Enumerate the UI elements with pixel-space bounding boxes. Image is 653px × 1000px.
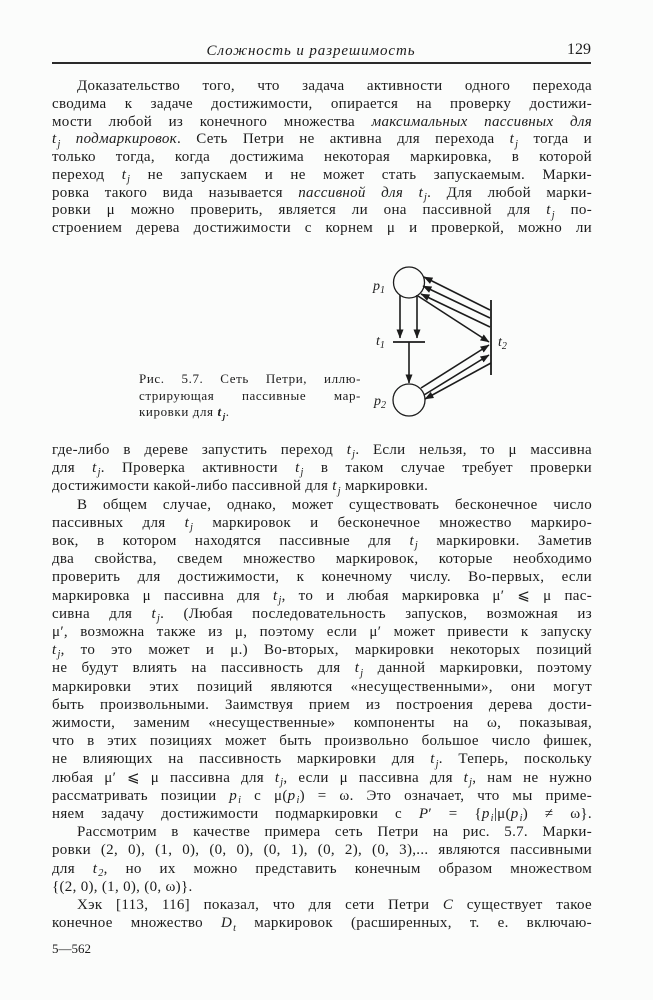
- text-run: любая μ′ ⩽ μ пассивна для: [52, 769, 275, 786]
- subscript: j: [551, 209, 555, 221]
- subscript: j: [127, 174, 131, 185]
- subscript: j: [300, 467, 304, 479]
- text-run: вок, в котором находятся пассивные для: [52, 533, 410, 550]
- text-run: , то это может и μ.) Во-вторых, маркировки некоторых позиций: [60, 642, 592, 659]
- italic-text: подмаркировок: [60, 131, 177, 148]
- subscript: j: [57, 649, 61, 661]
- text-run: ) = ω. Это означает, что мы приме-: [299, 787, 592, 804]
- subscript: j: [97, 467, 101, 479]
- math-variable: $t_2$: [92, 860, 104, 879]
- text-run: {(2, 0), (1, 0), (0, ω)}.: [52, 878, 193, 895]
- text-run: рассматривать позиции: [52, 787, 230, 804]
- math-variable: $t_j$: [295, 460, 304, 479]
- subscript: j: [278, 594, 282, 606]
- text-run: что в этих позициях может быть произвольно большое число фишек,: [52, 733, 592, 750]
- text-run: маркировки. Заметив: [418, 533, 593, 550]
- text-line: [52, 496, 592, 514]
- math-variable: $p_i$: [510, 806, 523, 825]
- arc-arrow-p1-t2: [418, 296, 489, 342]
- math-variable: $t_j$: [184, 514, 194, 534]
- petri-net-figure: [360, 260, 520, 430]
- subscript: j: [352, 449, 356, 461]
- label-p2: $p_2$: [374, 394, 386, 411]
- text-run: сивна для: [52, 605, 152, 622]
- text-line: [52, 860, 592, 878]
- text-line: [52, 149, 592, 167]
- subscript: j: [360, 667, 364, 679]
- text-run: мости любой из конечного множества: [52, 113, 372, 130]
- text-run: В общем случае, однако, может существовать бесконечное число: [77, 496, 592, 513]
- text-line: [52, 878, 592, 896]
- arc-arrow-p2-t2: [424, 355, 489, 395]
- subscript: 2: [98, 867, 104, 879]
- text-run: проверить для достижимости, к конечному числу. Во-первых, если: [52, 569, 592, 586]
- text-run: жимости, заменим «несущественные» компоненты на ω, показывая,: [52, 715, 592, 732]
- text-run: маркировки этих позиций являются «несущественными», они могут: [52, 678, 592, 695]
- subscript: j: [57, 138, 61, 150]
- text-run: маркировки.: [340, 478, 429, 495]
- text-run: , если μ пассивна для: [283, 769, 464, 786]
- header-rule: [52, 62, 591, 64]
- text-run: где-либо в дереве запустить переход: [52, 442, 347, 458]
- label-t1: $t_1$: [376, 334, 385, 351]
- text-line: [52, 114, 592, 132]
- text-run: сводима к задаче достижимости, опирается на проверку достижи-: [52, 95, 592, 112]
- math-variable: $t_j$: [509, 131, 519, 150]
- text-run: кировки для: [139, 404, 218, 419]
- math-variable: $t_j$: [52, 642, 61, 661]
- text-run: данной маркировки, поэтому: [363, 660, 592, 677]
- italic-text: максимальных пассивных для: [371, 113, 593, 130]
- italic-text: пассивной для: [298, 184, 419, 201]
- text-run: . Для любой марки-: [427, 184, 592, 201]
- subscript: j: [435, 758, 439, 770]
- math-variable: $t_j$: [463, 769, 473, 788]
- text-line: [52, 78, 592, 96]
- math-variable: $t_j$: [546, 202, 555, 221]
- text-run: в таком случае требует проверки: [303, 460, 593, 477]
- arc-arrow-p2-t2: [421, 345, 489, 388]
- text-line: [52, 769, 592, 787]
- text-run: Доказательство того, что задача активности одного перехода: [77, 78, 592, 94]
- text-line: [139, 371, 361, 388]
- text-line: [52, 202, 592, 220]
- math-variable: $p_i$: [481, 806, 494, 825]
- text-run: Хэк [113, 116] показал, что для сети Петри: [77, 897, 443, 914]
- text-run: не запускаем и не может стать запускаемым. Марки-: [130, 166, 592, 183]
- label-p1: $p_1$: [373, 279, 385, 296]
- math-variable: $t_j$: [121, 166, 131, 185]
- figure-caption: [139, 371, 361, 421]
- text-line: [52, 750, 592, 768]
- text-run: . Если нельзя, то μ массивна: [355, 442, 592, 458]
- text-line: [52, 623, 592, 641]
- text-run: Рис. 5.7. Сеть Петри, иллю-: [139, 371, 361, 386]
- text-line: [52, 678, 592, 696]
- text-line: [52, 696, 592, 714]
- math-variable: P: [418, 806, 429, 823]
- subscript: j: [337, 485, 341, 497]
- text-line: [52, 787, 592, 805]
- math-variable: $t_j$: [332, 478, 341, 497]
- text-run: только тогда, когда достижима некоторая маркировка, в которой: [52, 149, 592, 165]
- text-line: [52, 550, 592, 568]
- text-run: не влияющих на пассивность маркировки для: [52, 751, 431, 768]
- subscript: j: [190, 522, 194, 534]
- text-line: [52, 220, 592, 238]
- text-line: [52, 659, 592, 677]
- text-run: няем задачу достижимости подмаркировки с: [52, 806, 419, 823]
- text-run: |μ(: [493, 806, 511, 823]
- math-variable: $t_j$: [409, 533, 419, 552]
- subscript: j: [469, 776, 473, 788]
- subscript: t: [233, 922, 237, 934]
- text-run: . Теперь, поскольку: [438, 751, 592, 768]
- text-line: [52, 185, 592, 203]
- text-run: .: [225, 404, 230, 419]
- text-line: [52, 587, 592, 605]
- text-run: . Сеть Петри не активна для перехода: [177, 131, 510, 148]
- text-run: μ′, возможна также из μ, поэтому если μ′ может привести к запуску: [52, 624, 592, 641]
- math-variable: $t_j$: [217, 404, 226, 421]
- text-run: не будут влиять на пассивность для: [52, 660, 355, 677]
- text-run: тогда и: [518, 131, 593, 148]
- text-run: по-: [554, 202, 592, 219]
- footer-signature: 5—562: [52, 941, 91, 956]
- math-variable: C: [442, 897, 454, 914]
- text-run: , то и любая маркировка μ′ ⩽ μ пас-: [281, 587, 592, 604]
- math-variable: $t_j$: [151, 605, 161, 625]
- text-run: два свойства, сведем множество маркировок, которые необходимо: [52, 551, 592, 568]
- text-line: [52, 714, 592, 732]
- place-p1-circle: [394, 267, 425, 298]
- text-line: [52, 841, 592, 859]
- math-variable: $t_j$: [418, 184, 428, 203]
- text-line: [52, 823, 592, 841]
- math-variable: $t_j$: [346, 442, 356, 461]
- arc-arrow-t2-p2: [425, 363, 491, 399]
- subscript: j: [424, 191, 428, 203]
- text-line: [52, 896, 592, 914]
- text-line: [52, 441, 592, 459]
- text-line: [52, 732, 592, 750]
- paragraph-block-bottom: [52, 441, 592, 932]
- math-variable: $D_t$: [220, 915, 237, 934]
- subscript: j: [515, 138, 519, 150]
- text-run: маркировок и бесконечное множество маркиро-: [193, 514, 593, 531]
- arc-arrow-t2-p1: [424, 277, 490, 310]
- math-variable: $p_i$: [229, 787, 242, 807]
- text-run: . Проверка активности: [100, 460, 296, 477]
- place-p2-circle: [393, 384, 425, 416]
- text-run: с μ(: [241, 787, 288, 804]
- subscript: j: [414, 540, 419, 552]
- math-variable: $t_j$: [273, 587, 282, 606]
- subscript: i: [238, 795, 242, 807]
- math-variable: $t_j$: [354, 660, 364, 679]
- text-line: [52, 914, 592, 932]
- math-variable: $t_j$: [92, 460, 101, 479]
- text-run: существует такое: [453, 897, 592, 914]
- subscript: i: [519, 813, 523, 825]
- text-run: пассивных для: [52, 514, 185, 531]
- text-run: Рассмотрим в качестве примера сеть Петри на рис. 5.7. Марки-: [77, 824, 592, 841]
- paragraph-block-top: [52, 78, 592, 238]
- text-line: [52, 514, 592, 532]
- subscript: i: [490, 813, 494, 825]
- text-line: [52, 131, 592, 149]
- text-line: [52, 96, 592, 114]
- text-line: [139, 404, 361, 421]
- text-run: строением дерева достижимости с корнем μ и проверкой, можно ли: [52, 220, 592, 236]
- text-run: ровки μ можно проверить, является ли она пассивной для: [52, 202, 547, 219]
- arc-arrow-t2-p1: [421, 294, 490, 327]
- text-run: для: [52, 860, 93, 877]
- text-run: быть произвольными. Заимствуя прием из построения дерева дости-: [52, 696, 592, 713]
- text-run: , но их можно представить конечным образом множеством: [103, 860, 593, 877]
- text-run: достижимости какой-либо пассивной для: [52, 478, 333, 495]
- text-run: маркировок (расширенных, т. е. включаю-: [236, 915, 592, 932]
- text-run: ′ = {: [428, 806, 482, 823]
- subscript: j: [222, 410, 226, 421]
- subscript: j: [280, 776, 284, 788]
- text-line: [52, 167, 592, 185]
- text-run: переход: [52, 166, 122, 183]
- page-number: 129: [567, 41, 591, 58]
- text-line: [139, 388, 361, 405]
- label-t2: $t_2$: [498, 335, 507, 352]
- text-run: конечное множество: [52, 915, 221, 932]
- text-line: [52, 605, 592, 623]
- text-run: ровка такого вида называется: [52, 184, 299, 201]
- text-run: ровки (2, 0), (1, 0), (0, 0), (0, 1), (0, 2), (0, 3),... являются пассивными: [52, 842, 592, 859]
- text-run: для: [52, 460, 93, 477]
- text-line: [52, 641, 592, 659]
- subscript: i: [296, 795, 300, 807]
- subscript: j: [156, 613, 161, 625]
- text-line: [52, 459, 592, 477]
- math-variable: $t_j$: [52, 131, 61, 150]
- text-line: [52, 477, 592, 495]
- text-line: [52, 805, 592, 823]
- math-variable: $t_j$: [430, 751, 439, 770]
- running-header-title: Сложность и разрешимость: [206, 43, 416, 59]
- text-line: [52, 532, 592, 550]
- math-variable: $t_j$: [274, 769, 284, 788]
- text-run: маркировка μ пассивна для: [52, 587, 274, 604]
- text-line: [52, 568, 592, 586]
- text-run: . (Любая последовательность запусков, возможная из: [160, 605, 592, 622]
- arc-arrow-t2-p1: [423, 286, 490, 318]
- text-run: стрирующая пассивные мар-: [139, 387, 361, 403]
- text-run: ) ≠ ω}.: [522, 806, 592, 823]
- text-run: , нам не нужно: [472, 769, 592, 786]
- math-variable: $p_i$: [287, 787, 300, 807]
